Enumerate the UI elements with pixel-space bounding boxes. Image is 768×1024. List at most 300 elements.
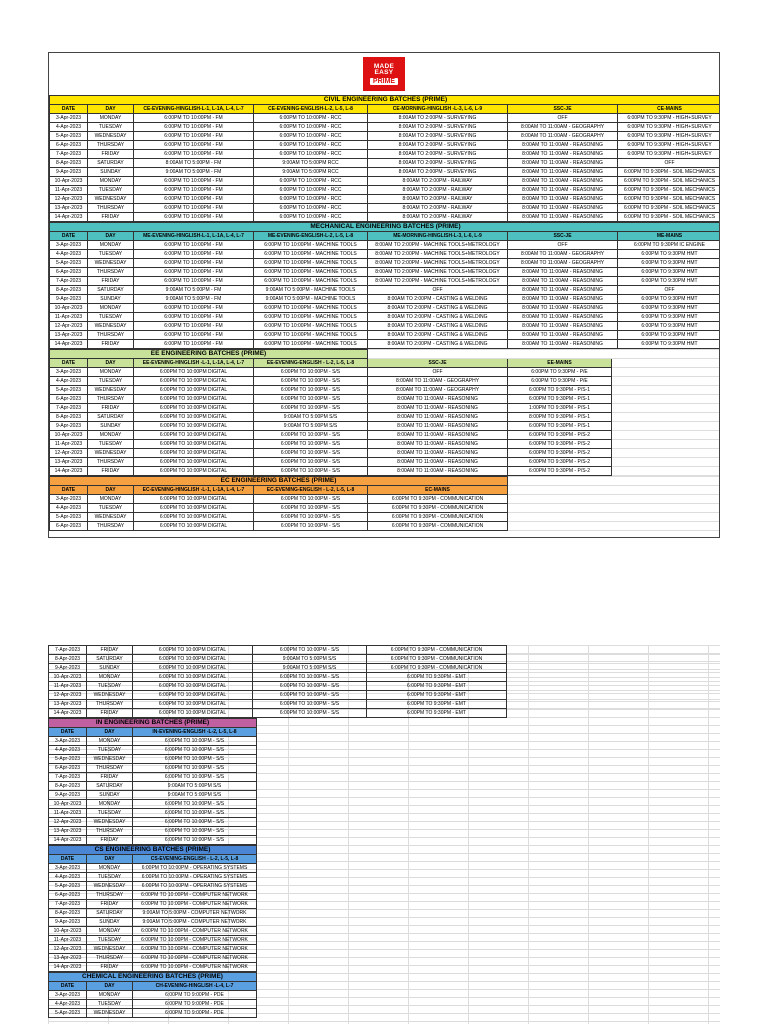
table-cell: 6:00PM TO 9:30PM HMT [618, 250, 721, 259]
table-cell: 6:00PM TO 9:30PM - SOIL MECHANICS [618, 177, 721, 186]
table-row [50, 386, 721, 395]
cs-title-row [49, 846, 257, 855]
table-cell: 4-Apr-2023 [49, 1000, 87, 1009]
table-row [49, 918, 257, 927]
table-cell: THURSDAY [88, 141, 134, 150]
blank-cell [508, 477, 720, 486]
table-row [49, 773, 257, 782]
table-cell: 6:00PM TO 10:00PM - FM [134, 268, 254, 277]
table-cell: OFF [618, 159, 721, 168]
table-cell: 8:00AM TO 5:00PM - FM [134, 159, 254, 168]
table-row [49, 700, 721, 709]
table-row [49, 963, 257, 972]
table-cell: 8:00AM TO 2:00PM - RAILWAY [368, 186, 508, 195]
table-row [50, 241, 721, 250]
table-cell: 6:00PM TO 10:00PM - OPERATING SYSTEMS [133, 882, 257, 891]
table-cell: 6:00PM TO 10:00PM - FM [134, 141, 254, 150]
table-cell: 6:00PM TO 10:00PM - FM [134, 213, 254, 222]
table-cell: TUESDAY [88, 250, 134, 259]
table-cell: 6:00PM TO 10:00PM - RCC [254, 150, 368, 159]
table-row [49, 737, 257, 746]
table-cell: 6:00PM TO 9:30PM - COMMUNICATION [368, 504, 508, 513]
table-cell: 8:00AM TO 11:00AM - GEOGRAPHY [368, 377, 508, 386]
table-cell: 6:00PM TO 9:30PM - P/S-1 [508, 395, 612, 404]
table-cell: 11-Apr-2023 [49, 809, 87, 818]
table-cell: 6-Apr-2023 [50, 395, 88, 404]
table-cell: 7-Apr-2023 [50, 150, 88, 159]
table-cell: 6:00PM TO 10:00PM DIGITAL [134, 440, 254, 449]
table-cell: 6:00PM TO 10:00PM DIGITAL [134, 404, 254, 413]
table-cell: WEDNESDAY [87, 882, 133, 891]
table-cell: TUESDAY [88, 313, 134, 322]
table-cell: 6:00PM TO 9:30PM IC ENGINE [618, 241, 721, 250]
table-row [50, 440, 721, 449]
table-cell: FRIDAY [87, 900, 133, 909]
table-cell: 8:00AM TO 11:00AM - REASONING [368, 467, 508, 476]
table-cell: 6:00PM TO 9:30PM - EMT [367, 709, 507, 718]
table-cell: 6:00PM TO 10:00PM - RCC [254, 195, 368, 204]
column-header: ME-EVENING-HINGLISH-L-1, L-1A, L-4, L-7 [134, 232, 254, 241]
table-cell: 8:00AM TO 11:00AM - REASONING [508, 322, 618, 331]
table-cell: TUESDAY [87, 746, 133, 755]
table-cell: 6:00PM TO 9:30PM - COMMUNICATION [367, 664, 507, 673]
table-cell: 6:00PM TO 10:00PM DIGITAL [134, 522, 254, 531]
table-cell: 14-Apr-2023 [50, 340, 88, 349]
table-cell: 6:00PM TO 10:00PM - S/S [254, 431, 368, 440]
table-cell: 9:00AM TO 5:00PM RCC [254, 168, 368, 177]
table-row [50, 322, 721, 331]
table-row [49, 809, 257, 818]
table-cell: 6:00PM TO 9:30PM HMT [618, 313, 721, 322]
table-cell: 6:00PM TO 9:30PM - HIGH+SURVEY [618, 141, 721, 150]
table-row [50, 449, 721, 458]
ee-header-row [50, 359, 721, 368]
table-cell: 3-Apr-2023 [49, 991, 87, 1000]
made-easy-prime-logo-icon: MADE EASY PRIME [363, 57, 405, 91]
table-cell: 11-Apr-2023 [50, 186, 88, 195]
table-cell: 6:00PM TO 10:00PM - S/S [133, 800, 257, 809]
table-cell: 8:00AM TO 11:00AM - REASONING [508, 331, 618, 340]
table-cell: 6:00PM TO 10:00PM - FM [134, 322, 254, 331]
column-header: CS-EVENING-ENGLISH - L-2, L-5, L-8 [133, 855, 257, 864]
table-cell: 9:00AM TO 5:00PM S/S [253, 664, 367, 673]
table-cell: TUESDAY [87, 682, 133, 691]
table-row [50, 295, 721, 304]
column-header: EE-EVENING-HINGLISH -L-1, L-1A, L-4, L-7 [134, 359, 254, 368]
blank-cell [508, 513, 720, 522]
civil-header-row [50, 105, 721, 114]
table-cell: 6:00PM TO 9:30PM - P/S-2 [508, 467, 612, 476]
table-cell: 5-Apr-2023 [50, 513, 88, 522]
table-cell: SATURDAY [88, 413, 134, 422]
table-cell: 10-Apr-2023 [50, 304, 88, 313]
blank-cell [612, 413, 720, 422]
table-cell: 6:00PM TO 9:30PM - SOIL MECHANICS [618, 168, 721, 177]
table-cell: 14-Apr-2023 [49, 836, 87, 845]
table-cell: 8:00AM TO 11:00AM - REASONING [508, 168, 618, 177]
table-cell: TUESDAY [88, 504, 134, 513]
table-cell: 6:00PM TO 10:00PM - FM [134, 313, 254, 322]
table-cell: 6:00PM TO 10:00PM - S/S [254, 522, 368, 531]
table-cell: 6:00PM TO 10:00PM - COMPUTER NETWORK [133, 954, 257, 963]
table-cell: 11-Apr-2023 [50, 313, 88, 322]
table-cell: 8:00AM TO 11:00AM - GEOGRAPHY [508, 250, 618, 259]
table-cell: WEDNESDAY [88, 195, 134, 204]
table-cell: 8-Apr-2023 [50, 413, 88, 422]
table-cell: 9:00AM TO 5:00PM - MACHINE TOOLS [254, 295, 368, 304]
table-cell: 6:00PM TO 10:00PM - MACHINE TOOLS [254, 304, 368, 313]
column-header: DAY [88, 359, 134, 368]
table-row [50, 159, 721, 168]
table-cell: 6:00PM TO 9:30PM - COMMUNICATION [367, 646, 507, 655]
column-header: EE-EVENING-ENGLISH - L-2, L-5, L-8 [254, 359, 368, 368]
table-cell: 6:00PM TO 9:30PM - P/S-1 [508, 386, 612, 395]
table-cell: 8:00AM TO 11:00AM - REASONING [508, 286, 618, 295]
table-cell: 8:00AM TO 11:00AM - REASONING [508, 195, 618, 204]
table-row [49, 900, 257, 909]
blank-cell [612, 467, 720, 476]
table-cell: THURSDAY [87, 827, 133, 836]
table-cell: TUESDAY [88, 377, 134, 386]
table-cell: FRIDAY [88, 277, 134, 286]
table-row [49, 954, 257, 963]
table-cell: WEDNESDAY [88, 449, 134, 458]
table-cell: 6:00PM TO 10:00PM - FM [134, 241, 254, 250]
table-row [49, 800, 257, 809]
table-cell: 6:00PM TO 9:30PM - HIGH+SURVEY [618, 132, 721, 141]
table-cell: 8:00AM TO 2:00PM - MACHINE TOOLS+METROLOGY [368, 277, 508, 286]
table-cell: WEDNESDAY [87, 818, 133, 827]
column-header: DAY [87, 855, 133, 864]
table-cell: 6:00PM TO 10:00PM DIGITAL [134, 449, 254, 458]
table-cell: 11-Apr-2023 [50, 440, 88, 449]
blank-cell [612, 395, 720, 404]
table-cell: 9-Apr-2023 [50, 168, 88, 177]
table-cell: 4-Apr-2023 [49, 873, 87, 882]
ee-title-row [50, 350, 721, 359]
table-cell: 6:00PM TO 10:00PM - S/S [254, 504, 368, 513]
table-row [49, 909, 257, 918]
table-cell: 6:00PM TO 10:00PM - FM [134, 340, 254, 349]
table-cell: 7-Apr-2023 [49, 900, 87, 909]
table-row [50, 467, 721, 476]
table-cell: 5-Apr-2023 [49, 1009, 87, 1018]
table-cell: 6:00PM TO 10:00PM - MACHINE TOOLS [254, 277, 368, 286]
brand-logo [49, 53, 719, 95]
table-cell: 8:00AM TO 11:00AM - GEOGRAPHY [508, 123, 618, 132]
table-cell: 6:00PM TO 10:00PM DIGITAL [134, 386, 254, 395]
table-cell: SUNDAY [87, 791, 133, 800]
table-cell: 6:00PM TO 10:00PM - S/S [133, 809, 257, 818]
table-cell: 6:00PM TO 9:30PM - EMT [367, 673, 507, 682]
table-row [49, 709, 721, 718]
table-cell: 6:00PM TO 10:00PM - MACHINE TOOLS [254, 250, 368, 259]
table-cell: 1:00PM TO 9:30PM - P/S-1 [508, 404, 612, 413]
table-row [50, 204, 721, 213]
column-header: CH-EVENING-HINGLISH -L-4, L-7 [133, 982, 257, 991]
table-cell: 8:00AM TO 11:00AM - REASONING [368, 449, 508, 458]
table-cell: 8:00AM TO 11:00AM - REASONING [508, 277, 618, 286]
table-row [50, 304, 721, 313]
table-cell: 6:00PM TO 10:00PM - FM [134, 259, 254, 268]
table-cell: 6:00PM TO 9:30PM - P/S-2 [508, 458, 612, 467]
column-header: DATE [49, 982, 87, 991]
table-cell: 8:00PM TO 9:30PM - P/S-1 [508, 413, 612, 422]
table-cell: TUESDAY [88, 186, 134, 195]
table-row [49, 682, 721, 691]
table-cell: 6:00PM TO 10:00PM DIGITAL [134, 377, 254, 386]
table-cell: OFF [368, 368, 508, 377]
blank-cell [507, 700, 721, 709]
table-cell: FRIDAY [88, 404, 134, 413]
table-cell: 6:00PM TO 10:00PM - RCC [254, 213, 368, 222]
blank-cell [612, 422, 720, 431]
table-cell: SUNDAY [87, 664, 133, 673]
table-cell: 9:00AM TO 5:00PM - FM [134, 168, 254, 177]
ch-title-row [49, 973, 257, 982]
mech-section-title: MECHANICAL ENGINEERING BATCHES (PRIME) [50, 223, 721, 232]
table-cell: 6:00PM TO 10:00PM - RCC [254, 177, 368, 186]
table-cell: 6:00PM TO 10:00PM - S/S [254, 386, 368, 395]
blank-cell [368, 350, 720, 359]
table-cell: 8-Apr-2023 [50, 286, 88, 295]
table-cell: THURSDAY [88, 395, 134, 404]
table-cell: 6:00PM TO 10:00PM - MACHINE TOOLS [254, 340, 368, 349]
table-row [49, 882, 257, 891]
table-cell: 9:00AM TO 5:00PM - COMPUTER NETWORK [133, 909, 257, 918]
table-cell: WEDNESDAY [87, 755, 133, 764]
table-cell: MONDAY [87, 673, 133, 682]
table-cell: 6:00PM TO 10:00PM - S/S [254, 449, 368, 458]
table-cell: MONDAY [87, 927, 133, 936]
table-cell: 6:00PM TO 9:00PM - PDE [133, 1009, 257, 1018]
table-cell: 8:00AM TO 11:00AM - REASONING [508, 295, 618, 304]
table-row [49, 936, 257, 945]
ec-header-row [50, 486, 721, 495]
table-cell: 8:00AM TO 11:00AM - REASONING [368, 440, 508, 449]
civil-title-row [50, 96, 721, 105]
table-cell: 6:00PM TO 10:00PM - S/S [133, 755, 257, 764]
ee-section-title: EE ENGINEERING BATCHES (PRIME) [50, 350, 368, 359]
table-cell: TUESDAY [87, 873, 133, 882]
table-cell: WEDNESDAY [87, 691, 133, 700]
table-cell: FRIDAY [88, 150, 134, 159]
table-row [50, 495, 721, 504]
table-cell: 6:00PM TO 10:00PM - S/S [133, 764, 257, 773]
table-cell: 14-Apr-2023 [50, 213, 88, 222]
table-row [49, 755, 257, 764]
table-cell: 6:00PM TO 9:30PM - EMT [367, 691, 507, 700]
blank-cell [507, 646, 721, 655]
column-header: DAY [87, 728, 133, 737]
table-cell: 8:00AM TO 2:00PM - CASTING & WELDING [368, 322, 508, 331]
table-cell: 6:00PM TO 10:00PM - COMPUTER NETWORK [133, 936, 257, 945]
blank-cell [612, 440, 720, 449]
table-cell: FRIDAY [88, 213, 134, 222]
column-header: DAY [88, 486, 134, 495]
blank-cell [612, 431, 720, 440]
table-cell: 6:00PM TO 10:00PM - OPERATING SYSTEMS [133, 864, 257, 873]
table-row [50, 368, 721, 377]
table-cell: 6:00PM TO 9:30PM - SOIL MECHANICS [618, 186, 721, 195]
table-row [50, 141, 721, 150]
table-cell: 6:00PM TO 10:00PM - FM [134, 304, 254, 313]
blank-cell [612, 377, 720, 386]
table-cell: 6:00PM TO 10:00PM - FM [134, 277, 254, 286]
table-cell: 8:00AM TO 11:00AM - REASONING [508, 204, 618, 213]
table-cell: 9-Apr-2023 [49, 918, 87, 927]
table-cell: MONDAY [88, 304, 134, 313]
column-header: CE-EVENING-HINGLISH-L-1, L-1A, L-4, L-7 [134, 105, 254, 114]
table-cell: 6-Apr-2023 [49, 764, 87, 773]
column-header: IN-EVENING-ENGLISH -L-2, L-5, L-8 [133, 728, 257, 737]
table-cell: 9:00AM TO 5:00PM S/S [133, 791, 257, 800]
table-cell: 9-Apr-2023 [50, 422, 88, 431]
table-cell: 8:00AM TO 11:00AM - GEOGRAPHY [508, 132, 618, 141]
table-cell: 6:00PM TO 9:30PM HMT [618, 340, 721, 349]
table-cell: 5-Apr-2023 [50, 132, 88, 141]
table-cell: 6:00PM TO 10:00PM - FM [134, 177, 254, 186]
table-cell: SATURDAY [88, 159, 134, 168]
table-cell: 6:00PM TO 9:30PM - COMMUNICATION [367, 655, 507, 664]
table-cell: 8:00AM TO 2:00PM - SURVEYING [368, 168, 508, 177]
table-cell: 8:00AM TO 2:00PM - SURVEYING [368, 159, 508, 168]
table-cell: THURSDAY [88, 522, 134, 531]
column-header: SSC-JE [508, 105, 618, 114]
table-cell: 4-Apr-2023 [50, 504, 88, 513]
blank-cell [612, 368, 720, 377]
table-row [50, 522, 721, 531]
table-cell: MONDAY [87, 991, 133, 1000]
blank-cell [507, 673, 721, 682]
table-row [49, 664, 721, 673]
column-header: DAY [87, 982, 133, 991]
table-cell: 6:00PM TO 10:00PM - COMPUTER NETWORK [133, 891, 257, 900]
table-cell: 8:00AM TO 2:00PM - CASTING & WELDING [368, 313, 508, 322]
table-row [50, 458, 721, 467]
table-cell: FRIDAY [87, 963, 133, 972]
table-cell: THURSDAY [87, 764, 133, 773]
table-cell: 6:00PM TO 9:30PM - SOIL MECHANICS [618, 204, 721, 213]
table-cell: 6:00PM TO 10:00PM DIGITAL [134, 413, 254, 422]
table-cell: 6:00PM TO 10:00PM DIGITAL [133, 709, 253, 718]
table-cell: 6:00PM TO 9:00PM - PDE [133, 1000, 257, 1009]
table-cell: 8:00AM TO 2:00PM - MACHINE TOOLS+METROLOGY [368, 268, 508, 277]
table-row [49, 991, 257, 1000]
table-cell: 6:00PM TO 9:30PM - P/S-2 [508, 449, 612, 458]
table-cell: 14-Apr-2023 [50, 467, 88, 476]
table-cell: 6:00PM TO 9:30PM - HIGH+SURVEY [618, 123, 721, 132]
table-cell: MONDAY [88, 241, 134, 250]
table-cell: MONDAY [87, 737, 133, 746]
table-cell: 8:00AM TO 2:00PM - CASTING & WELDING [368, 304, 508, 313]
ee-schedule-table [49, 349, 720, 476]
table-cell: MONDAY [88, 114, 134, 123]
table-cell: 6:00PM TO 10:00PM - S/S [254, 395, 368, 404]
table-row [50, 259, 721, 268]
table-cell: MONDAY [88, 495, 134, 504]
table-cell: 13-Apr-2023 [49, 700, 87, 709]
table-cell: 6:00PM TO 10:00PM DIGITAL [133, 673, 253, 682]
table-cell: 6:00PM TO 9:30PM - COMMUNICATION [368, 522, 508, 531]
table-row [50, 114, 721, 123]
civil-section-title: CIVIL ENGINEERING BATCHES (PRIME) [50, 96, 721, 105]
table-cell: 5-Apr-2023 [50, 259, 88, 268]
table-cell: 13-Apr-2023 [50, 204, 88, 213]
table-cell: 4-Apr-2023 [49, 746, 87, 755]
table-cell: 6:00PM TO 9:00PM - PDE [133, 991, 257, 1000]
table-row [50, 186, 721, 195]
table-cell: 6:00PM TO 10:00PM - MACHINE TOOLS [254, 313, 368, 322]
table-cell: 9:00AM TO 5:00PM S/S [133, 782, 257, 791]
table-cell: 6:00PM TO 10:00PM DIGITAL [134, 458, 254, 467]
table-cell: 6:00PM TO 10:00PM DIGITAL [134, 368, 254, 377]
table-cell: 8:00AM TO 11:00AM - REASONING [508, 150, 618, 159]
table-cell: 6:00PM TO 9:30PM HMT [618, 268, 721, 277]
column-header: DATE [49, 855, 87, 864]
table-cell: 10-Apr-2023 [50, 431, 88, 440]
table-cell: 6:00PM TO 10:00PM - FM [134, 186, 254, 195]
table-row [49, 827, 257, 836]
table-cell: 6:00PM TO 10:00PM - S/S [133, 746, 257, 755]
table-cell: 6:00PM TO 10:00PM - S/S [254, 467, 368, 476]
table-cell: 6:00PM TO 9:30PM - HIGH+SURVEY [618, 114, 721, 123]
table-row [50, 195, 721, 204]
table-cell: 3-Apr-2023 [49, 864, 87, 873]
table-row [49, 1000, 257, 1009]
table-cell: TUESDAY [87, 1000, 133, 1009]
table-cell: 8:00AM TO 2:00PM - RAILWAY [368, 177, 508, 186]
column-header: CE-EVENING-ENGLISH-L-2, L-5, L-8 [254, 105, 368, 114]
table-row [50, 377, 721, 386]
table-row [50, 431, 721, 440]
table-cell: 13-Apr-2023 [49, 954, 87, 963]
blank-cell [508, 486, 720, 495]
ch-section-title: CHEMICAL ENGINEERING BATCHES (PRIME) [49, 973, 257, 982]
table-cell: 6:00PM TO 9:30PM - P/S-2 [508, 440, 612, 449]
table-row [50, 413, 721, 422]
mech-title-row [50, 223, 721, 232]
table-cell: 8:00AM TO 11:00AM - REASONING [368, 458, 508, 467]
table-cell: 6:00PM TO 10:00PM - COMPUTER NETWORK [133, 927, 257, 936]
table-cell: 6:00PM TO 10:00PM - OPERATING SYSTEMS [133, 873, 257, 882]
table-row [50, 268, 721, 277]
table-cell: 13-Apr-2023 [50, 458, 88, 467]
table-cell: SATURDAY [87, 782, 133, 791]
column-header: CE-MORNING-HINGLISH -L-3, L-6, L-9 [368, 105, 508, 114]
table-cell: 6:00PM TO 10:00PM DIGITAL [134, 422, 254, 431]
table-cell: TUESDAY [88, 440, 134, 449]
table-cell: WEDNESDAY [88, 513, 134, 522]
table-cell: 6:00PM TO 9:30PM HMT [618, 304, 721, 313]
table-cell: 6:00PM TO 10:00PM - MACHINE TOOLS [254, 331, 368, 340]
table-cell: 3-Apr-2023 [50, 495, 88, 504]
table-row [49, 655, 721, 664]
column-header: DATE [50, 105, 88, 114]
table-cell: 8:00AM TO 2:00PM - MACHINE TOOLS+METROLOGY [368, 241, 508, 250]
table-cell: 7-Apr-2023 [50, 277, 88, 286]
table-cell: 9:00AM TO 5:00PM S/S [254, 422, 368, 431]
table-cell: WEDNESDAY [88, 259, 134, 268]
table-cell: 6:00PM TO 9:30PM - P/S-1 [508, 422, 612, 431]
table-row [49, 891, 257, 900]
blank-cell [507, 664, 721, 673]
table-cell: SUNDAY [88, 295, 134, 304]
table-cell: 8:00AM TO 2:00PM - MACHINE TOOLS+METROLOGY [368, 259, 508, 268]
table-cell: 6:00PM TO 9:30PM - EMT [367, 682, 507, 691]
table-cell: OFF [508, 241, 618, 250]
table-cell: OFF [508, 114, 618, 123]
